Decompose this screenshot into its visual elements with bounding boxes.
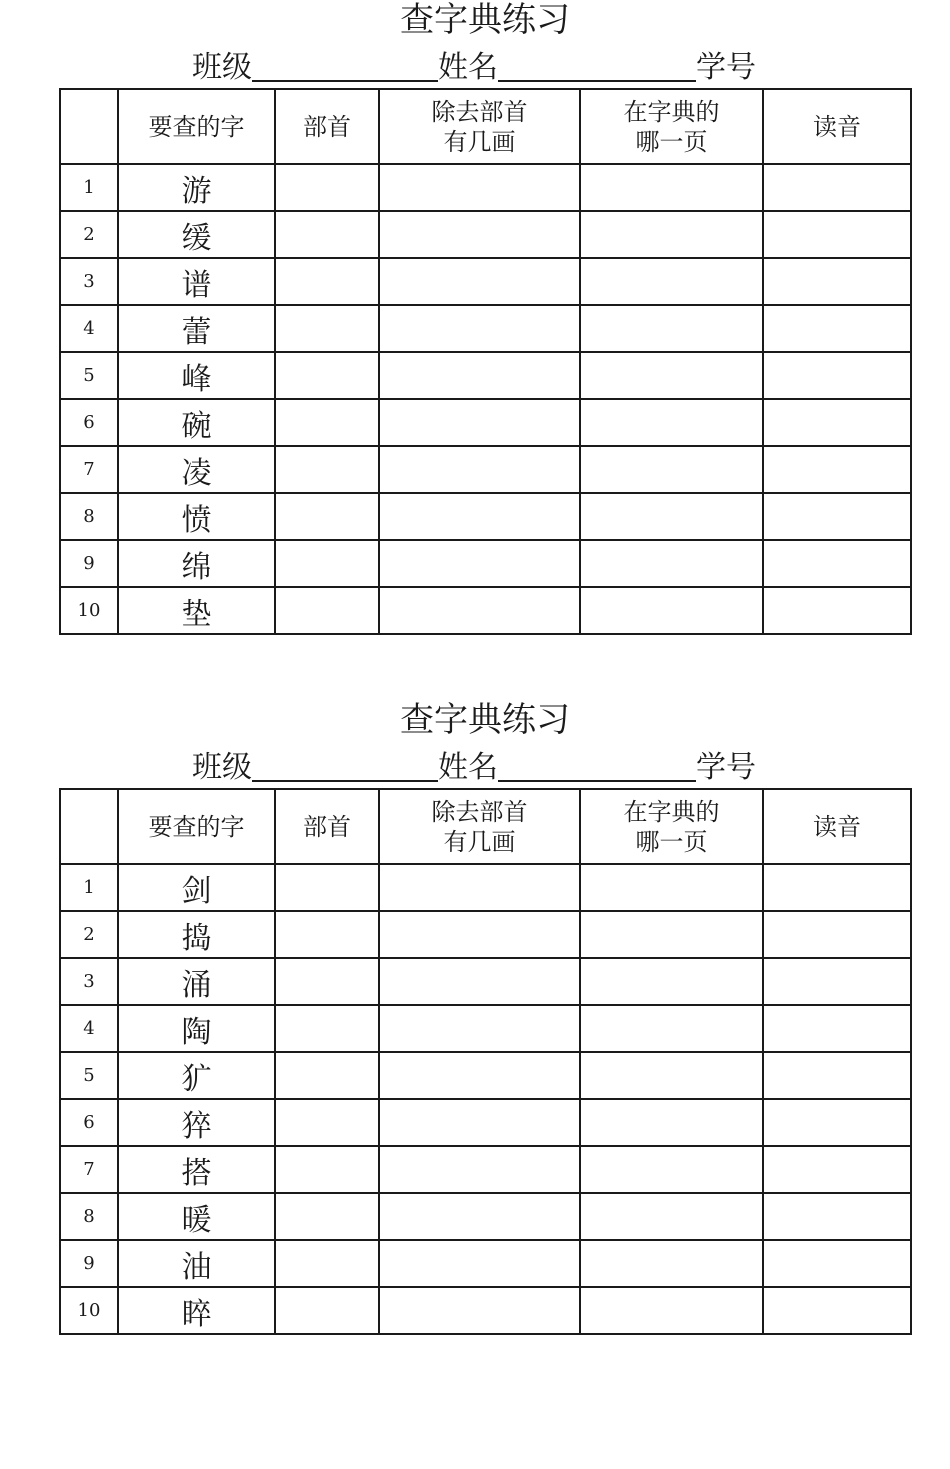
page-number-cell[interactable] — [580, 540, 763, 587]
header-strokes: 除去部首 有几画 — [379, 89, 580, 164]
name-label: 姓名 — [438, 50, 498, 85]
radical-cell[interactable] — [275, 211, 379, 258]
target-character: 搭 — [118, 1146, 275, 1193]
page-number-cell[interactable] — [580, 305, 763, 352]
radical-cell[interactable] — [275, 399, 379, 446]
row-number: 4 — [60, 305, 118, 352]
table-row — [60, 164, 911, 211]
radical-cell[interactable] — [275, 1193, 379, 1240]
page-number-cell[interactable] — [580, 1287, 763, 1334]
row-number: 5 — [60, 352, 118, 399]
pronunciation-cell[interactable] — [763, 305, 911, 352]
row-number: 6 — [60, 399, 118, 446]
name-blank[interactable] — [498, 50, 696, 82]
header-pronunciation: 读音 — [763, 89, 911, 164]
radical-cell[interactable] — [275, 587, 379, 634]
page-number-cell[interactable] — [580, 211, 763, 258]
radical-cell[interactable] — [275, 1146, 379, 1193]
row-number: 5 — [60, 1052, 118, 1099]
radical-cell[interactable] — [275, 1099, 379, 1146]
target-character: 凌 — [118, 446, 275, 493]
pronunciation-cell[interactable] — [763, 1005, 911, 1052]
pronunciation-cell[interactable] — [763, 1146, 911, 1193]
pronunciation-cell[interactable] — [763, 911, 911, 958]
target-character: 垫 — [118, 587, 275, 634]
radical-cell[interactable] — [275, 493, 379, 540]
target-character: 陶 — [118, 1005, 275, 1052]
header-radical: 部首 — [275, 89, 379, 164]
target-character: 猝 — [118, 1099, 275, 1146]
target-character: 睟 — [118, 1287, 275, 1334]
header-character: 要查的字 — [118, 89, 275, 164]
stroke-count-cell[interactable] — [379, 1146, 580, 1193]
worksheet-title: 查字典练习 — [400, 700, 570, 740]
page-number-cell[interactable] — [580, 399, 763, 446]
stroke-count-cell[interactable] — [379, 164, 580, 211]
page-number-cell[interactable] — [580, 958, 763, 1005]
pronunciation-cell[interactable] — [763, 1052, 911, 1099]
stroke-count-cell[interactable] — [379, 911, 580, 958]
target-character: 游 — [118, 164, 275, 211]
row-number: 3 — [60, 958, 118, 1005]
student-id-label: 学号 — [696, 50, 756, 85]
pronunciation-cell[interactable] — [763, 352, 911, 399]
table-row — [60, 958, 911, 1005]
table-row — [60, 258, 911, 305]
stroke-count-cell[interactable] — [379, 587, 580, 634]
table-row — [60, 211, 911, 258]
target-character: 蕾 — [118, 305, 275, 352]
class-label: 班级 — [192, 50, 252, 85]
row-number: 8 — [60, 493, 118, 540]
header-strokes: 除去部首 有几画 — [379, 789, 580, 864]
header-pronunciation: 读音 — [763, 789, 911, 864]
page-number-cell[interactable] — [580, 352, 763, 399]
page-number-cell[interactable] — [580, 446, 763, 493]
stroke-count-cell[interactable] — [379, 1099, 580, 1146]
radical-cell[interactable] — [275, 958, 379, 1005]
row-number: 9 — [60, 540, 118, 587]
page-number-cell[interactable] — [580, 258, 763, 305]
table-row — [60, 1146, 911, 1193]
class-label: 班级 — [192, 750, 252, 785]
worksheet-title: 查字典练习 — [400, 0, 570, 40]
radical-cell[interactable] — [275, 164, 379, 211]
stroke-count-cell[interactable] — [379, 399, 580, 446]
table-row — [60, 1099, 911, 1146]
stroke-count-cell[interactable] — [379, 493, 580, 540]
student-info-line — [192, 748, 756, 786]
header-page: 在字典的 哪一页 — [580, 89, 763, 164]
row-number: 8 — [60, 1193, 118, 1240]
row-number: 7 — [60, 1146, 118, 1193]
row-number: 6 — [60, 1099, 118, 1146]
row-number: 7 — [60, 446, 118, 493]
row-number: 1 — [60, 164, 118, 211]
table-row — [60, 1193, 911, 1240]
header-radical: 部首 — [275, 789, 379, 864]
table-row — [60, 446, 911, 493]
pronunciation-cell[interactable] — [763, 587, 911, 634]
stroke-count-cell[interactable] — [379, 1052, 580, 1099]
stroke-count-cell[interactable] — [379, 1287, 580, 1334]
dictionary-practice-table — [59, 88, 912, 635]
page-number-cell[interactable] — [580, 1099, 763, 1146]
stroke-count-cell[interactable] — [379, 305, 580, 352]
stroke-count-cell[interactable] — [379, 352, 580, 399]
header-page: 在字典的 哪一页 — [580, 789, 763, 864]
row-number: 2 — [60, 211, 118, 258]
radical-cell[interactable] — [275, 864, 379, 911]
radical-cell[interactable] — [275, 911, 379, 958]
table-row — [60, 864, 911, 911]
radical-cell[interactable] — [275, 1005, 379, 1052]
table-row — [60, 352, 911, 399]
table-row — [60, 399, 911, 446]
page-number-cell[interactable] — [580, 587, 763, 634]
table-row — [60, 493, 911, 540]
row-number: 10 — [60, 587, 118, 634]
pronunciation-cell[interactable] — [763, 493, 911, 540]
target-character: 碗 — [118, 399, 275, 446]
target-character: 剑 — [118, 864, 275, 911]
table-row — [60, 1287, 911, 1334]
target-character: 愤 — [118, 493, 275, 540]
pronunciation-cell[interactable] — [763, 211, 911, 258]
row-number: 1 — [60, 864, 118, 911]
target-character: 缓 — [118, 211, 275, 258]
page-number-cell[interactable] — [580, 1240, 763, 1287]
header-row — [60, 89, 911, 164]
student-id-label: 学号 — [696, 750, 756, 785]
radical-cell[interactable] — [275, 1052, 379, 1099]
radical-cell[interactable] — [275, 1240, 379, 1287]
target-character: 捣 — [118, 911, 275, 958]
radical-cell[interactable] — [275, 446, 379, 493]
pronunciation-cell[interactable] — [763, 446, 911, 493]
row-number: 2 — [60, 911, 118, 958]
radical-cell[interactable] — [275, 258, 379, 305]
page-number-cell[interactable] — [580, 1052, 763, 1099]
pronunciation-cell[interactable] — [763, 1240, 911, 1287]
table-row — [60, 540, 911, 587]
student-info-line — [192, 48, 756, 86]
table-row — [60, 911, 911, 958]
page-number-cell[interactable] — [580, 1193, 763, 1240]
stroke-count-cell[interactable] — [379, 1240, 580, 1287]
header-number — [60, 89, 118, 164]
class-blank[interactable] — [252, 50, 438, 82]
page-number-cell[interactable] — [580, 864, 763, 911]
target-character: 峰 — [118, 352, 275, 399]
radical-cell[interactable] — [275, 305, 379, 352]
stroke-count-cell[interactable] — [379, 864, 580, 911]
table-row — [60, 1052, 911, 1099]
table-row — [60, 1005, 911, 1052]
header-number — [60, 789, 118, 864]
pronunciation-cell[interactable] — [763, 958, 911, 1005]
dictionary-practice-table — [59, 788, 912, 1335]
row-number: 9 — [60, 1240, 118, 1287]
radical-cell[interactable] — [275, 352, 379, 399]
page-number-cell[interactable] — [580, 1146, 763, 1193]
row-number: 4 — [60, 1005, 118, 1052]
target-character: 油 — [118, 1240, 275, 1287]
header-character: 要查的字 — [118, 789, 275, 864]
stroke-count-cell[interactable] — [379, 1193, 580, 1240]
target-character: 谱 — [118, 258, 275, 305]
radical-cell[interactable] — [275, 1287, 379, 1334]
pronunciation-cell[interactable] — [763, 164, 911, 211]
pronunciation-cell[interactable] — [763, 1099, 911, 1146]
pronunciation-cell[interactable] — [763, 864, 911, 911]
page-number-cell[interactable] — [580, 493, 763, 540]
row-number: 3 — [60, 258, 118, 305]
page-number-cell[interactable] — [580, 1005, 763, 1052]
stroke-count-cell[interactable] — [379, 446, 580, 493]
radical-cell[interactable] — [275, 540, 379, 587]
name-label: 姓名 — [438, 750, 498, 785]
page-number-cell[interactable] — [580, 911, 763, 958]
pronunciation-cell[interactable] — [763, 1193, 911, 1240]
target-character: 暖 — [118, 1193, 275, 1240]
stroke-count-cell[interactable] — [379, 958, 580, 1005]
row-number: 10 — [60, 1287, 118, 1334]
class-blank[interactable] — [252, 750, 438, 782]
table-row — [60, 305, 911, 352]
header-row — [60, 789, 911, 864]
table-row — [60, 587, 911, 634]
pronunciation-cell[interactable] — [763, 540, 911, 587]
stroke-count-cell[interactable] — [379, 211, 580, 258]
pronunciation-cell[interactable] — [763, 258, 911, 305]
pronunciation-cell[interactable] — [763, 1287, 911, 1334]
target-character: 绵 — [118, 540, 275, 587]
pronunciation-cell[interactable] — [763, 399, 911, 446]
table-row — [60, 1240, 911, 1287]
page-number-cell[interactable] — [580, 164, 763, 211]
stroke-count-cell[interactable] — [379, 258, 580, 305]
stroke-count-cell[interactable] — [379, 1005, 580, 1052]
stroke-count-cell[interactable] — [379, 540, 580, 587]
name-blank[interactable] — [498, 750, 696, 782]
target-character: 涌 — [118, 958, 275, 1005]
target-character: 犷 — [118, 1052, 275, 1099]
